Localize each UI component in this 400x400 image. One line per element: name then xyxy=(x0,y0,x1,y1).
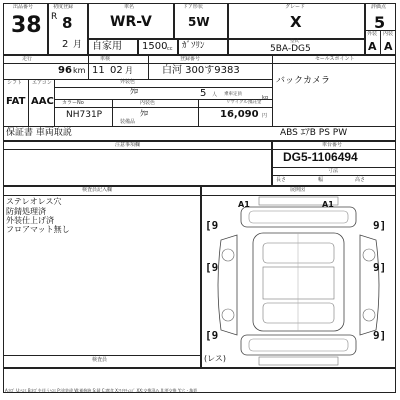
panel-mark-ml: [9 xyxy=(205,261,219,274)
panel-mark-tl: [9 xyxy=(205,219,219,232)
extcolor-value: ｸﾛ xyxy=(130,87,138,96)
height-label: 高さ xyxy=(355,177,366,183)
score-label: 評価点 xyxy=(371,4,387,10)
frame-number: DG5-1106494 xyxy=(283,150,358,164)
equip-value: 保証書 車両取説 xyxy=(6,128,72,138)
size-label: 寸法 xyxy=(328,168,339,174)
trans-value: FAT xyxy=(6,96,26,107)
report-line-1: ステレオレス穴 xyxy=(6,197,62,206)
panel-mark-tr: 9] xyxy=(373,219,387,232)
reg-month-unit: 月 xyxy=(73,40,83,50)
len-label: 長さ xyxy=(276,177,287,183)
seat-value: 5 xyxy=(200,88,207,99)
ext-label: 外装 xyxy=(367,31,378,37)
int-grade: A xyxy=(384,40,393,53)
equip-label: 装備品 xyxy=(120,119,136,125)
extcolor-label: 外装色 xyxy=(120,79,136,85)
reg-era: R xyxy=(51,12,58,22)
lot-number: 38 xyxy=(11,13,42,38)
frame-label: 車台番号 xyxy=(322,142,343,148)
grade-value: X xyxy=(290,13,302,31)
inspect-month-unit: 月 xyxy=(125,66,133,75)
int-label: 内装 xyxy=(383,31,394,37)
trans-label: シフト xyxy=(7,80,23,86)
ac-label: エアコン xyxy=(32,80,52,86)
reg-month: 2 xyxy=(62,39,69,50)
seat-unit: 人 xyxy=(212,92,218,98)
report-line-4: フロアマット無し xyxy=(6,225,70,234)
width-label: 幅 xyxy=(318,177,324,183)
sales-label: セールスポイント xyxy=(315,56,355,62)
inspect-year: 11 xyxy=(92,65,105,76)
type-value: 5BA-DG5 xyxy=(270,44,311,54)
reg-year: 8 xyxy=(62,14,73,32)
cc-value: 1500 xyxy=(142,41,168,52)
cc-unit: cc xyxy=(167,46,173,52)
ext-grade: A xyxy=(368,40,377,53)
doors-value: 5W xyxy=(188,15,210,29)
plate-value: 白河 300す9383 xyxy=(162,65,240,76)
inspect-month: 02 xyxy=(110,65,123,76)
map-label: 展開図 xyxy=(290,187,306,193)
legend-text: A:ｷｽﾞ U:ﾍｺﾐ B:ｷｽﾞを伴うﾍｺﾐ P:塗装違 W:補修跡 S:錆 C:腐食 X:ﾜｲﾔﾁｪﾝｼﾞ XX:交換済み X:要交換 Y:穴・亀裂 xyxy=(5,388,198,393)
car-outline-diagram xyxy=(201,195,396,368)
reg-label: 初度登録 xyxy=(53,4,74,10)
damage-a1-left: A1 xyxy=(238,200,250,209)
inspector-label: 検査員 xyxy=(92,357,108,363)
damage-a1-right: A1 xyxy=(322,200,334,209)
bottom-mark: (レス) xyxy=(204,354,227,363)
mileage-unit: km xyxy=(73,66,86,75)
sales-value: バックカメラ xyxy=(276,76,331,86)
recycle-unit: 円 xyxy=(262,113,268,119)
report-line-3: 外装仕上げ済 xyxy=(6,216,54,225)
opts-value: ABS ｴｱB PS PW xyxy=(280,128,348,138)
model-name: WR-V xyxy=(110,14,152,30)
plate-label: 登録番号 xyxy=(180,56,201,62)
mileage-label: 走行 xyxy=(22,56,33,62)
panel-mark-br: 9] xyxy=(373,329,387,342)
inspect-label: 車検 xyxy=(100,56,111,62)
panel-mark-bl: [9 xyxy=(205,329,219,342)
recycle-label: リサイクル預託金 xyxy=(226,100,262,105)
colorno-label: カラーNo xyxy=(62,100,84,106)
recycle-value: 16,090 xyxy=(220,109,259,120)
intcolor-label: 内装色 xyxy=(140,100,156,106)
fuel-value: ｶﾞｿﾘﾝ xyxy=(182,41,205,51)
model-label: 車名 xyxy=(124,4,135,10)
grade-label: グレード xyxy=(285,4,306,10)
panel-mark-mr: 9] xyxy=(373,261,387,274)
report-line-2: 防錆処理済 xyxy=(6,207,46,216)
doors-label: ドア形状 xyxy=(183,4,203,10)
usage-value: 自家用 xyxy=(92,41,122,52)
ac-value: AAC xyxy=(31,96,54,107)
type-label: 型式 xyxy=(290,39,299,44)
colorno-value: NH731P xyxy=(66,110,103,120)
load-unit: kg xyxy=(262,95,269,101)
lot-label: 出品番号 xyxy=(13,4,34,10)
score-value: 5 xyxy=(374,13,386,32)
seat-label: 乗車定員 xyxy=(224,92,242,97)
intcolor-value: ｸﾛ xyxy=(140,109,148,118)
mileage-value: 96 xyxy=(58,65,72,76)
report-title: 検査員記入欄 xyxy=(82,187,113,193)
attention-label: 注意事項欄 xyxy=(115,142,141,148)
